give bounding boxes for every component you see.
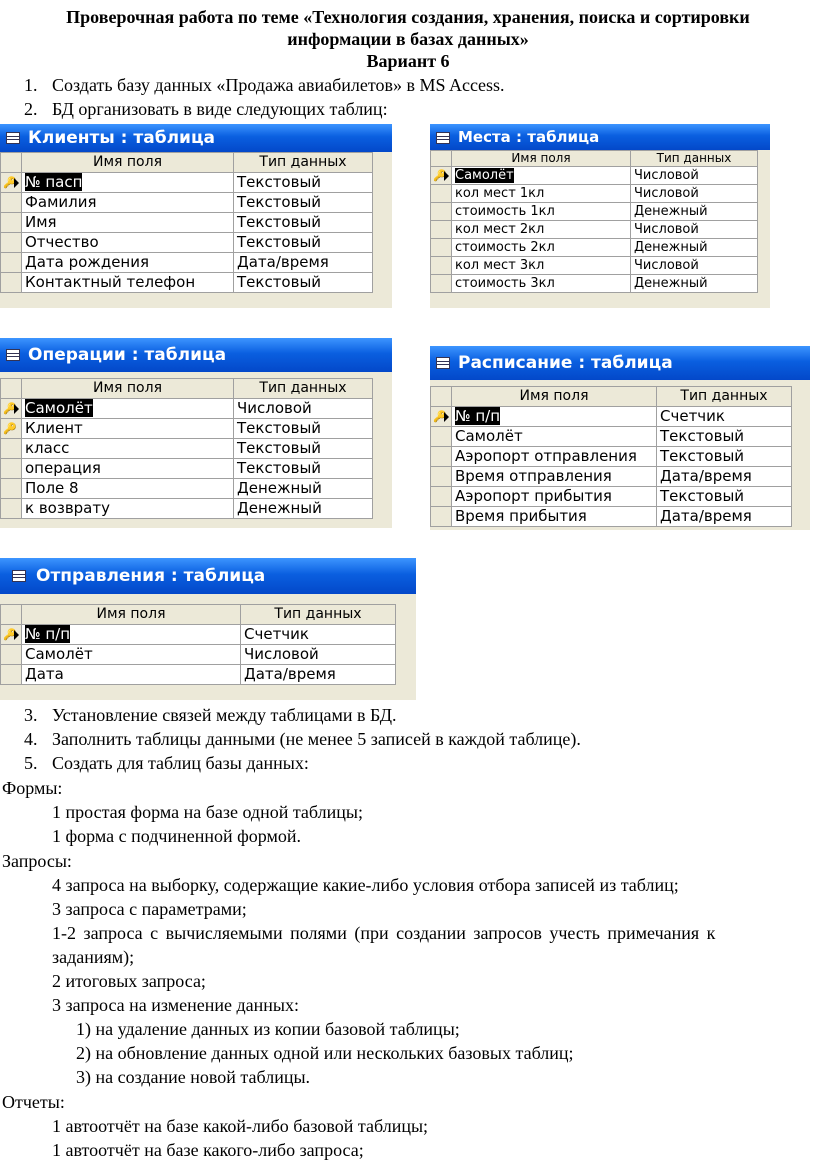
queries-item: 3 запроса с параметрами; xyxy=(52,899,247,919)
column-header-field: Имя поля xyxy=(452,151,631,167)
document-title-line2: информации в базах данных» xyxy=(287,29,529,49)
task-3: 3. Установление связей между таблицами в БД. xyxy=(24,705,397,725)
queries-heading: Запросы: xyxy=(2,851,72,871)
table-row[interactable]: стоимость 3кл Денежный xyxy=(431,275,758,293)
task-2: 2. БД организовать в виде следующих таблиц: xyxy=(24,99,388,119)
column-header-type: Тип данных xyxy=(631,151,758,167)
current-row-arrow-icon xyxy=(14,404,19,414)
forms-heading: Формы: xyxy=(2,778,63,798)
reports-item: 1 автоотчёт на базе какой-либо базовой таблицы; xyxy=(52,1116,429,1136)
table-row[interactable]: Имя Текстовый xyxy=(1,213,373,233)
table-row[interactable]: Дата рождения Дата/время xyxy=(1,253,373,273)
clients-design-grid xyxy=(0,152,373,293)
table-row[interactable]: Аэропорт прибытия Текстовый xyxy=(431,487,792,507)
variant-heading: Вариант 6 xyxy=(366,51,450,71)
table-row[interactable]: класс Текстовый xyxy=(1,439,373,459)
table-row[interactable]: кол мест 3кл Числовой xyxy=(431,257,758,275)
forms-item: 1 простая форма на базе одной таблицы; xyxy=(52,802,363,822)
schedule-table-window xyxy=(430,346,810,530)
current-row-arrow-icon xyxy=(14,630,19,640)
column-header-type: Тип данных xyxy=(241,605,396,625)
queries-item: 4 запроса на выборку, содержащие какие-либо условия отбора записей из таблиц; xyxy=(52,875,679,895)
current-row-arrow-icon xyxy=(444,171,449,181)
table-icon xyxy=(6,132,20,144)
primary-key-icon: 🔑 xyxy=(433,169,447,182)
table-row[interactable]: кол мест 2кл Числовой xyxy=(431,221,758,239)
task-1: 1. Создать базу данных «Продажа авиабилетов» в MS Access. xyxy=(24,75,505,95)
table-icon xyxy=(436,132,450,144)
table-row[interactable]: Время прибытия Дата/время xyxy=(431,507,792,527)
column-header-type: Тип данных xyxy=(234,153,373,173)
queries-sub-item: 2) на обновление данных одной или нескольких базовых таблиц; xyxy=(76,1043,574,1063)
table-row[interactable]: Контактный телефон Текстовый xyxy=(1,273,373,293)
primary-key-icon: 🔑 xyxy=(433,410,447,423)
queries-item: 2 итоговых запроса; xyxy=(52,971,206,991)
table-row[interactable]: операция Текстовый xyxy=(1,459,373,479)
reports-heading: Отчеты: xyxy=(2,1092,65,1112)
table-row[interactable]: Фамилия Текстовый xyxy=(1,193,373,213)
table-row[interactable]: 🔑 № пасп Текстовый xyxy=(1,173,373,193)
table-row[interactable]: стоимость 1кл Денежный xyxy=(431,203,758,221)
table-row[interactable]: Аэропорт отправления Текстовый xyxy=(431,447,792,467)
table-row[interactable]: Самолёт Числовой xyxy=(1,645,396,665)
table-row[interactable]: Самолёт Текстовый xyxy=(431,427,792,447)
reports-item: 1 автоотчёт на базе какого-либо запроса; xyxy=(52,1140,364,1160)
column-header-type: Тип данных xyxy=(234,379,373,399)
seats-design-grid xyxy=(430,150,758,293)
table-row[interactable]: 🔑 Клиент Текстовый xyxy=(1,419,373,439)
table-row[interactable]: Дата Дата/время xyxy=(1,665,396,685)
document-title-line1: Проверочная работа по теме «Технология создания, хранения, поиска и сортировки xyxy=(66,7,750,27)
current-row-arrow-icon xyxy=(14,178,19,188)
primary-key-icon: 🔑 xyxy=(3,422,17,435)
queries-item: 3 запроса на изменение данных: xyxy=(52,995,300,1015)
primary-key-icon: 🔑 xyxy=(3,402,17,415)
primary-key-icon: 🔑 xyxy=(3,176,17,189)
seats-table-window xyxy=(430,124,770,308)
table-icon xyxy=(12,570,26,582)
column-header-field: Имя поля xyxy=(22,605,241,625)
table-row[interactable]: 🔑 Самолёт Числовой xyxy=(431,167,758,185)
table-row[interactable]: Отчество Текстовый xyxy=(1,233,373,253)
table-row[interactable]: 🔑 № п/п Счетчик xyxy=(431,407,792,427)
queries-item-continuation: заданиям); xyxy=(52,947,135,967)
queries-sub-item: 1) на удаление данных из копии базовой таблицы; xyxy=(76,1019,460,1039)
table-row[interactable]: 🔑 № п/п Счетчик xyxy=(1,625,396,645)
operations-table-titlebar[interactable]: Операции : таблица xyxy=(0,338,392,372)
forms-item: 1 форма с подчиненной формой. xyxy=(52,826,302,846)
schedule-design-grid xyxy=(430,386,792,527)
primary-key-icon: 🔑 xyxy=(3,628,17,641)
table-row[interactable]: Поле 8 Денежный xyxy=(1,479,373,499)
schedule-table-titlebar[interactable]: Расписание : таблица xyxy=(430,346,810,380)
table-row[interactable]: к возврату Денежный xyxy=(1,499,373,519)
column-header-field: Имя поля xyxy=(22,153,234,173)
operations-table-window xyxy=(0,338,392,528)
table-row[interactable]: стоимость 2кл Денежный xyxy=(431,239,758,257)
column-header-field: Имя поля xyxy=(452,387,657,407)
current-row-arrow-icon xyxy=(444,412,449,422)
operations-design-grid xyxy=(0,378,373,519)
queries-item: 1-2 запроса с вычисляемыми полями (при создании запросов учесть примечания к xyxy=(52,923,716,943)
task-5: 5. Создать для таблиц базы данных: xyxy=(24,753,309,773)
task-4: 4. Заполнить таблицы данными (не менее 5 записей в каждой таблице). xyxy=(24,729,581,749)
table-row[interactable]: Время отправления Дата/время xyxy=(431,467,792,487)
clients-table-titlebar[interactable]: Клиенты : таблица xyxy=(0,124,392,152)
departures-table-titlebar[interactable]: Отправления : таблица xyxy=(0,558,416,594)
table-icon xyxy=(436,357,450,369)
queries-sub-item: 3) на создание новой таблицы. xyxy=(76,1067,311,1087)
clients-table-window xyxy=(0,124,392,308)
seats-table-titlebar[interactable]: Места : таблица xyxy=(430,124,770,150)
table-row[interactable]: кол мест 1кл Числовой xyxy=(431,185,758,203)
table-row[interactable]: 🔑 Самолёт Числовой xyxy=(1,399,373,419)
table-icon xyxy=(6,349,20,361)
departures-design-grid xyxy=(0,604,396,685)
departures-table-window xyxy=(0,558,416,700)
column-header-type: Тип данных xyxy=(657,387,792,407)
column-header-field: Имя поля xyxy=(22,379,234,399)
